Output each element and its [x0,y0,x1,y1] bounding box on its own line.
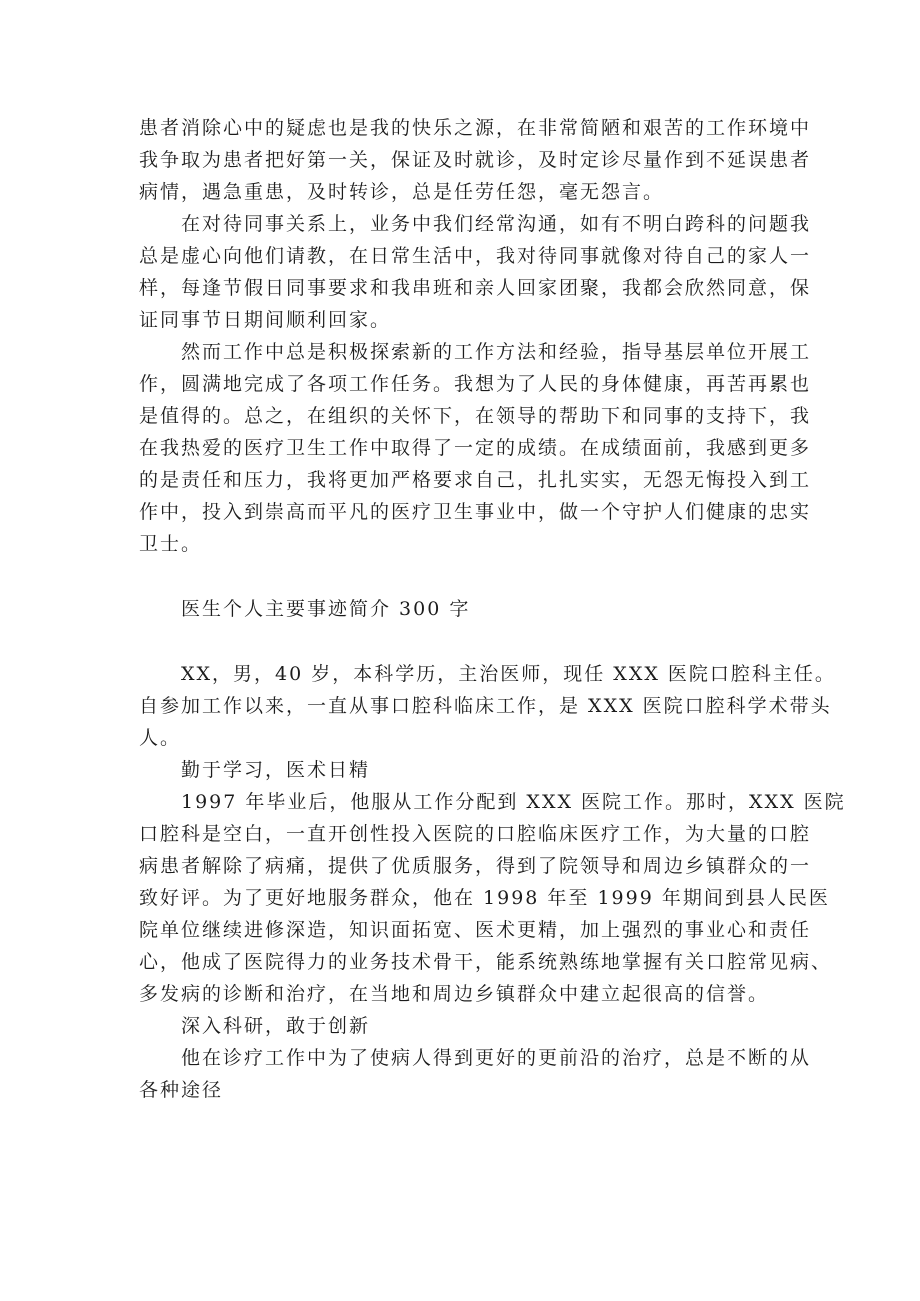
text-line: 自参加工作以来，一直从事口腔科临床工作，是 XXX 医院口腔科学术带头 [139,695,832,717]
text-line: 作中，投入到崇高而平凡的医疗卫生事业中，做一个守护人们健康的忠实 [139,501,812,523]
text-line: 在我热爱的医疗卫生工作中取得了一定的成绩。在成绩面前，我感到更多 [139,437,812,459]
text-line: 多发病的诊断和治疗，在当地和周边乡镇群众中建立起很高的信誉。 [139,983,770,1005]
subheading-research: 深入科研，敢于创新 [181,1015,371,1037]
text-line: 然而工作中总是积极探索新的工作方法和经验，指导基层单位开展工 [181,341,812,363]
text-line: 患者消除心中的疑虑也是我的快乐之源，在非常简陋和艰苦的工作环境中 [139,117,812,139]
document-page [139,112,846,1106]
text-line: 心，他成了医院得力的业务技术骨干，能系统熟练地掌握有关口腔常见病、 [139,951,833,973]
text-line: 是值得的。总之，在组织的关怀下，在领导的帮助下和同事的支持下，我 [139,405,812,427]
text-line: 病患者解除了病痛，提供了优质服务，得到了院领导和周边乡镇群众的一 [139,855,812,877]
paragraph-career [139,786,846,1010]
paragraph-profile [139,658,836,754]
text-line: 病情，遇急重患，及时转诊，总是任劳任怨，毫无怨言。 [139,181,665,203]
subheading-study: 勤于学习，医术日精 [181,759,371,781]
text-line: 卫士。 [139,533,203,555]
paragraph-colleagues [139,208,812,336]
text-line: 总是虚心向他们请教，在日常生活中，我对待同事就像对待自己的家人一 [139,245,812,267]
text-line: 我争取为患者把好第一关，保证及时就诊，及时定诊尽量作到不延误患者 [139,149,812,171]
paragraph-research [139,1042,812,1106]
text-line: 他在诊疗工作中为了使病人得到更好的更前沿的治疗，总是不断的从 [181,1047,812,1069]
paragraph-work-summary [139,336,812,560]
paragraph-patient-care [139,112,812,208]
text-line: 证同事节日期间顺利回家。 [139,309,392,331]
text-line: 1997 年毕业后，他服从工作分配到 XXX 医院工作。那时，XXX 医院 [181,791,846,813]
text-line: 的是责任和压力，我将更加严格要求自己，扎扎实实，无怨无悔投入到工 [139,469,812,491]
text-line: 各种途径 [139,1079,224,1101]
text-line: 样，每逢节假日同事要求和我串班和亲人回家团聚，我都会欣然同意，保 [139,277,812,299]
text-line: 在对待同事关系上，业务中我们经常沟通，如有不明白跨科的问题我 [181,213,812,235]
text-line: 口腔科是空白，一直开创性投入医院的口腔临床医疗工作，为大量的口腔 [139,823,812,845]
text-line: 致好评。为了更好地服务群众，他在 1998 年至 1999 年期间到县人民医 [139,887,830,909]
section-title: 医生个人主要事迹简介 300 字 [181,598,471,620]
text-line: XX，男，40 岁，本科学历，主治医师，现任 XXX 医院口腔科主任。 [181,663,836,685]
text-line: 人。 [139,727,182,749]
text-line: 院单位继续进修深造，知识面拓宽、医术更精，加上强烈的事业心和责任 [139,919,812,941]
text-line: 作，圆满地完成了各项工作任务。我想为了人民的身体健康，再苦再累也 [139,373,812,395]
